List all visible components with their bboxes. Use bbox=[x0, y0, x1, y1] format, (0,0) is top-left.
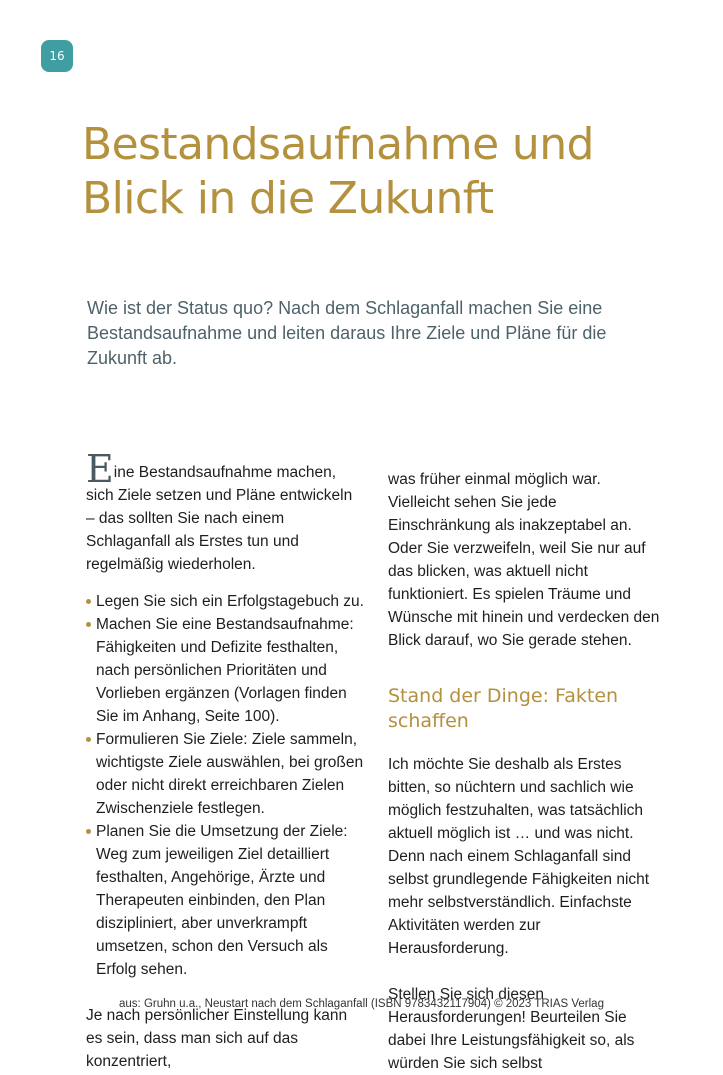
list-item bbox=[86, 728, 364, 820]
bullet-dot-icon bbox=[86, 599, 91, 604]
list-item-text: Planen Sie die Umsetzung der Ziele: Weg zum jeweiligen Ziel detailliert festhalten, Angehörige, Ärzte und Therapeuten einbinden, den Plan diszipliniert, aber unverkrampft umsetzen, schon den Versuch als Erfolg sehen. bbox=[96, 823, 348, 978]
closing-paragraph: Je nach persönlicher Einstellung kann es sein, dass man sich auf das konzentriert, bbox=[86, 1007, 348, 1070]
list-item bbox=[86, 590, 364, 613]
left-column bbox=[86, 447, 364, 1073]
body-paragraph-1: Ich möchte Sie deshalb als Erstes bitten, so nüchtern und sachlich wie möglich festzuhalten, was tatsächlich aktuell möglich ist … und was nicht. Denn nach einem Schlaganfall sind selbst grundlegende Fähigkeiten nicht mehr selbstverständlich. Einfachste Aktivitäten werden zur Herausforderung. bbox=[388, 756, 650, 957]
continuation-paragraph: was früher einmal möglich war. Vielleicht sehen Sie jede Einschränkung als inakzeptabel an. Oder Sie verzweifeln, weil Sie nur auf das blicken, was aktuell nicht funktioniert. Es spielen Träume und Wünsche mit hinein und verdecken den Blick darauf, wo Sie gerade stehen. bbox=[388, 471, 660, 649]
bullet-dot-icon bbox=[86, 737, 91, 742]
page-title: Bestandsaufnahme und Blick in die Zukunft bbox=[82, 119, 594, 224]
list-item-text: Legen Sie sich ein Erfolgstagebuch zu. bbox=[96, 593, 364, 610]
list-item-text: Formulieren Sie Ziele: Ziele sammeln, wichtigste Ziele auswählen, bei großen oder nicht direkt erreichbaren Zielen Zwischenziele festlegen. bbox=[96, 731, 364, 817]
body-paragraph-2: Stellen Sie sich diesen Herausforderungen! Beurteilen Sie dabei Ihre Leistungsfähigkeit so, als würden Sie sich selbst bbox=[388, 986, 635, 1072]
bullet-dot-icon bbox=[86, 829, 91, 834]
list-item bbox=[86, 613, 364, 728]
intro-paragraph: Wie ist der Status quo? Nach dem Schlaganfall machen Sie eine Bestandsaufnahme und leiten daraus Ihre Ziele und Pläne für die Zukunft ab. bbox=[87, 298, 607, 368]
list-item-text: Machen Sie eine Bestandsaufnahme: Fähigkeiten und Defizite festhalten, nach persönlichen Prioritäten und Vorlieben ergänzen (Vorlagen finden Sie im Anhang, Seite 100). bbox=[96, 616, 354, 725]
right-column bbox=[388, 468, 660, 1075]
bullet-dot-icon bbox=[86, 622, 91, 627]
bullet-list bbox=[86, 590, 364, 981]
lead-paragraph bbox=[86, 447, 364, 576]
section-subheading: Stand der Dinge: Fakten schaffen bbox=[388, 685, 619, 732]
footer-citation: aus: Gruhn u.a., Neustart nach dem Schlaganfall (ISBN 9783432117904) © 2023 TRIAS Verlag bbox=[119, 998, 604, 1010]
dropcap-letter: E bbox=[86, 447, 114, 491]
page-number-badge: 16 bbox=[41, 40, 73, 72]
lead-text: ine Bestandsaufnahme machen, sich Ziele setzen und Pläne entwickeln – das sollten Sie nach einem Schlaganfall als Erstes tun und regelmäßig wiederholen. bbox=[86, 464, 353, 573]
list-item bbox=[86, 820, 364, 981]
